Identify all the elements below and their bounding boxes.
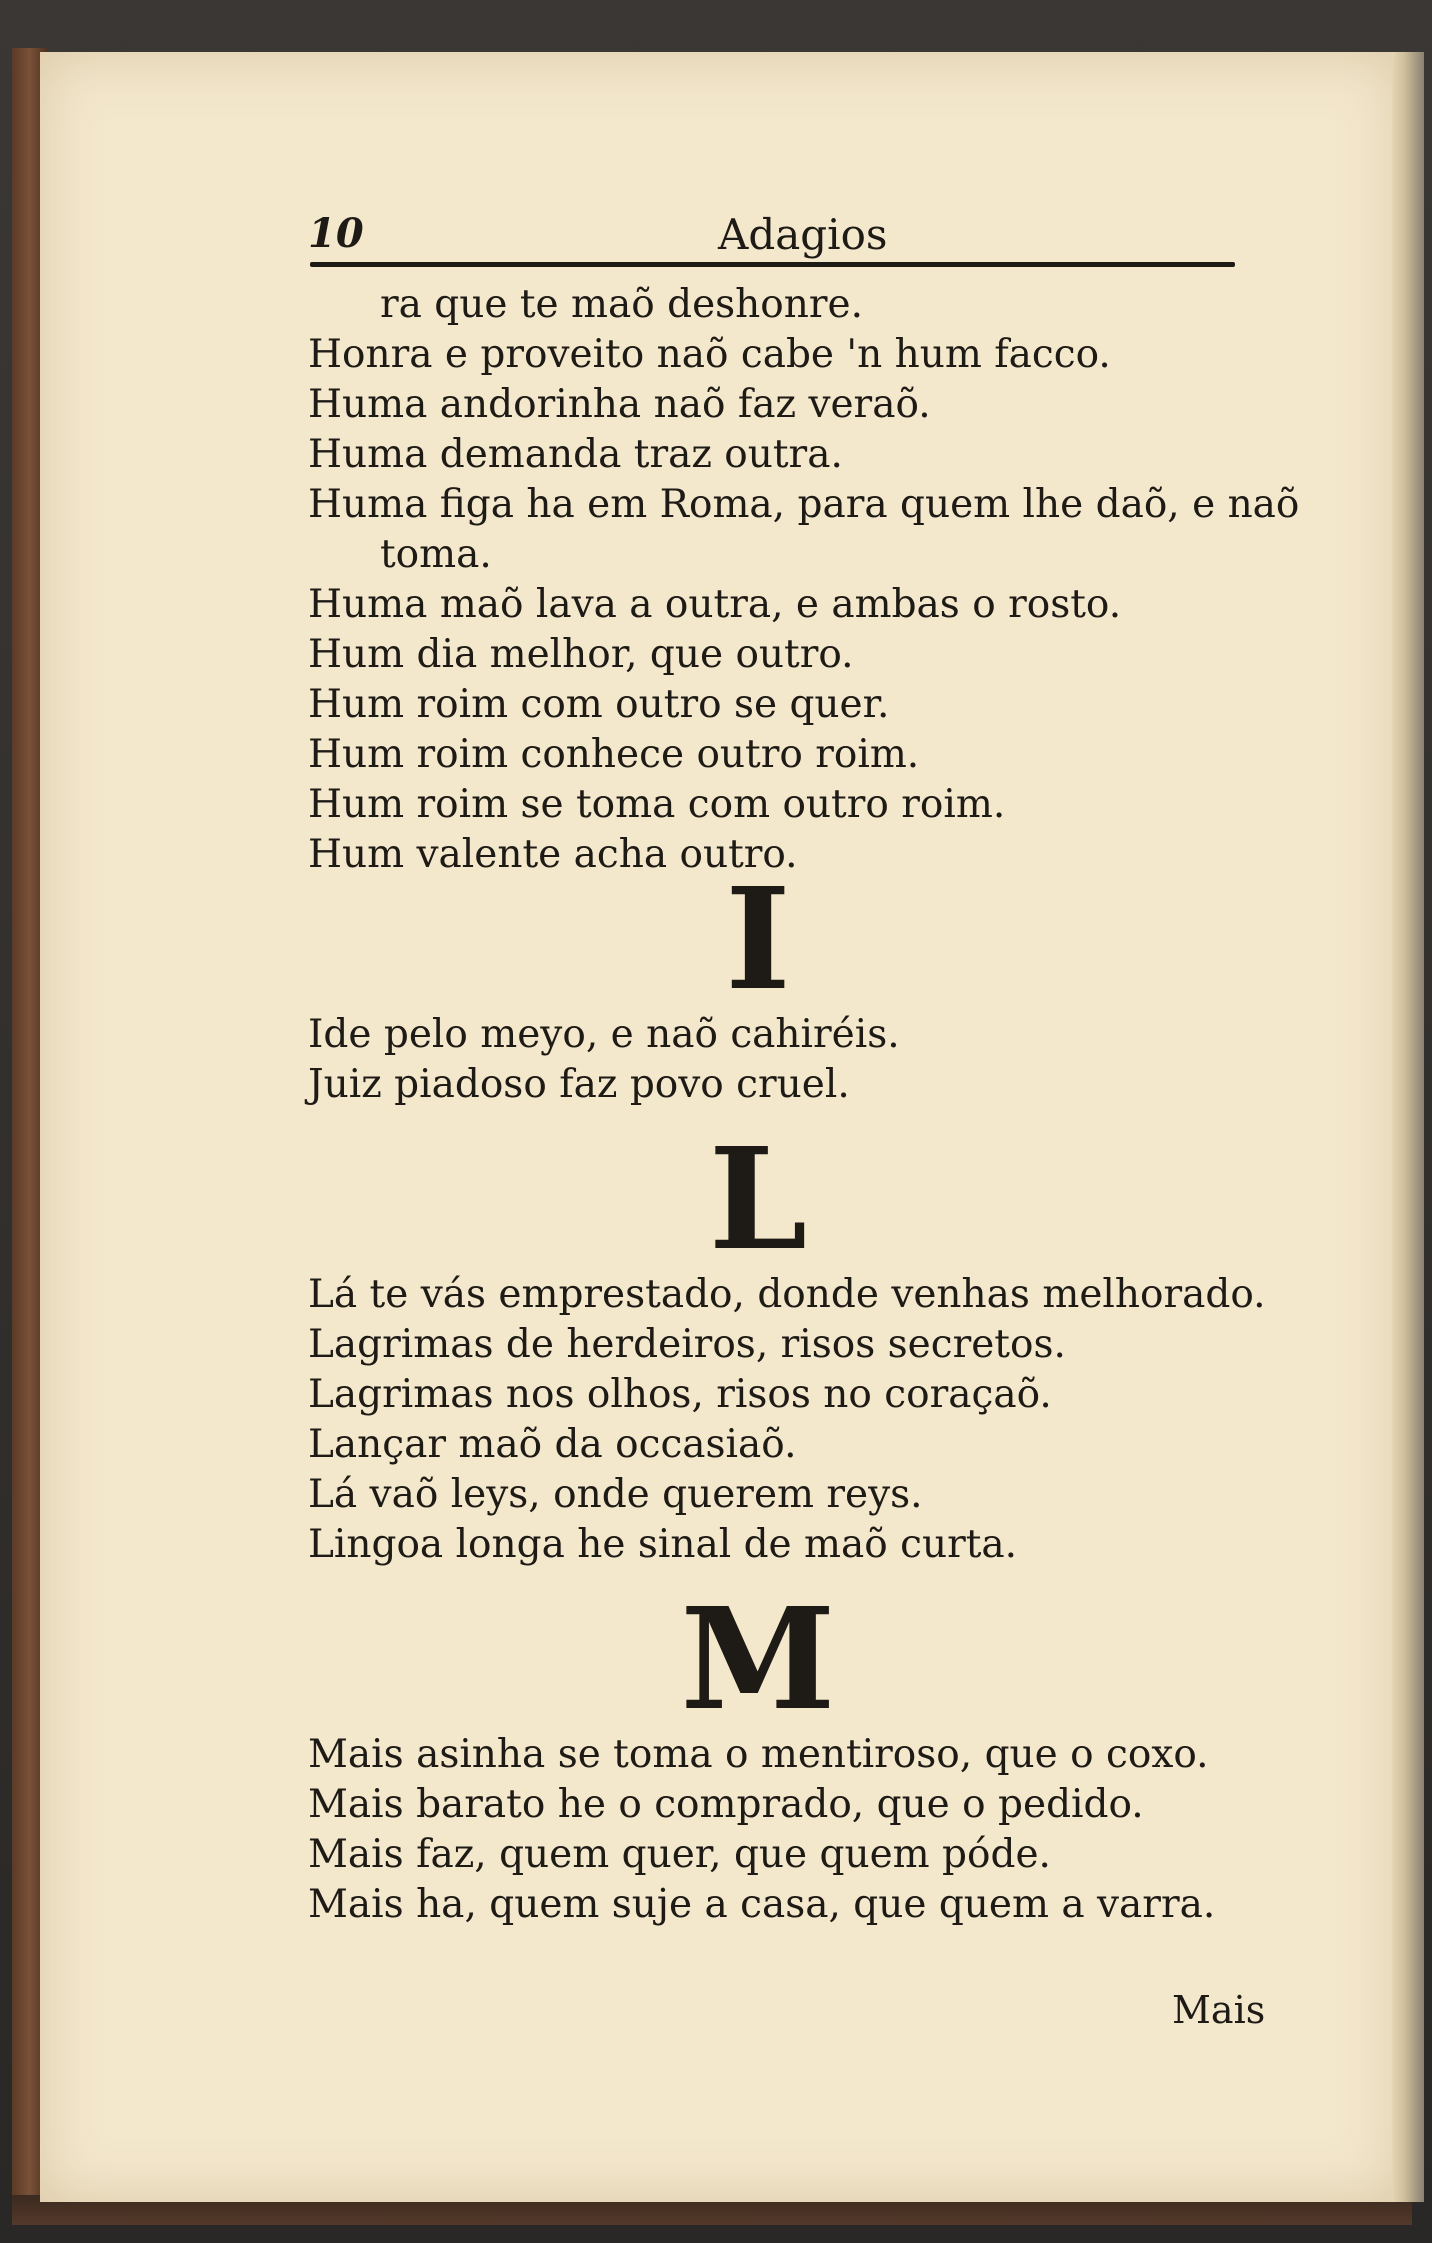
proverb-line: toma. <box>380 532 492 577</box>
proverb-line: Lá te vás emprestado, donde venhas melhorado. <box>308 1272 1266 1317</box>
proverb-line: Mais faz, quem quer, que quem póde. <box>308 1832 1051 1877</box>
proverb-line: Hum valente acha outro. <box>308 832 798 877</box>
page-number: 10 <box>308 210 364 257</box>
proverb-line: Lançar maõ da occasiaõ. <box>308 1422 797 1467</box>
proverb-line: Huma andorinha naõ faz veraõ. <box>308 382 931 427</box>
section-initial-i: I <box>725 858 791 1022</box>
proverb-line: Huma figa ha em Roma, para quem lhe daõ, e naõ <box>308 482 1300 527</box>
proverb-line: Ide pelo meyo, e naõ cahiréis. <box>308 1012 900 1057</box>
proverb-line: Huma demanda traz outra. <box>308 432 843 477</box>
section-initial-l: L <box>708 1118 808 1282</box>
proverb-line: Hum roim com outro se quer. <box>308 682 890 727</box>
page-fore-edge <box>1392 52 1424 2202</box>
proverb-line: Hum roim se toma com outro roim. <box>308 782 1006 827</box>
section-initial-m: M <box>680 1578 836 1742</box>
proverb-line: Huma maõ lava a outra, e ambas o rosto. <box>308 582 1122 627</box>
proverb-line: Lá vaõ leys, onde querem reys. <box>308 1472 923 1517</box>
proverb-line: ra que te maõ deshonre. <box>380 282 864 327</box>
proverb-line: Hum roim conhece outro roim. <box>308 732 920 777</box>
proverb-line: Mais barato he o comprado, que o pedido. <box>308 1782 1144 1827</box>
proverb-line: Mais asinha se toma o mentiroso, que o coxo. <box>308 1732 1209 1777</box>
proverb-line: Mais ha, quem suje a casa, que quem a varra. <box>308 1882 1216 1927</box>
proverb-line: Honra e proveito naõ cabe 'n hum facco. <box>308 332 1111 377</box>
proverb-line: Lagrimas de herdeiros, risos secretos. <box>308 1322 1066 1367</box>
page-header <box>308 210 1238 270</box>
proverb-line: Lingoa longa he sinal de maõ curta. <box>308 1522 1018 1567</box>
proverb-line: Lagrimas nos olhos, risos no coraçaõ. <box>308 1372 1052 1417</box>
catchword: Mais <box>1172 1988 1266 2032</box>
proverb-list <box>308 280 1300 1930</box>
proverb-line: Juiz piadoso faz povo cruel. <box>308 1062 850 1107</box>
running-title: Adagios <box>718 210 888 259</box>
header-rule <box>310 262 1235 267</box>
proverb-line: Hum dia melhor, que outro. <box>308 632 854 677</box>
